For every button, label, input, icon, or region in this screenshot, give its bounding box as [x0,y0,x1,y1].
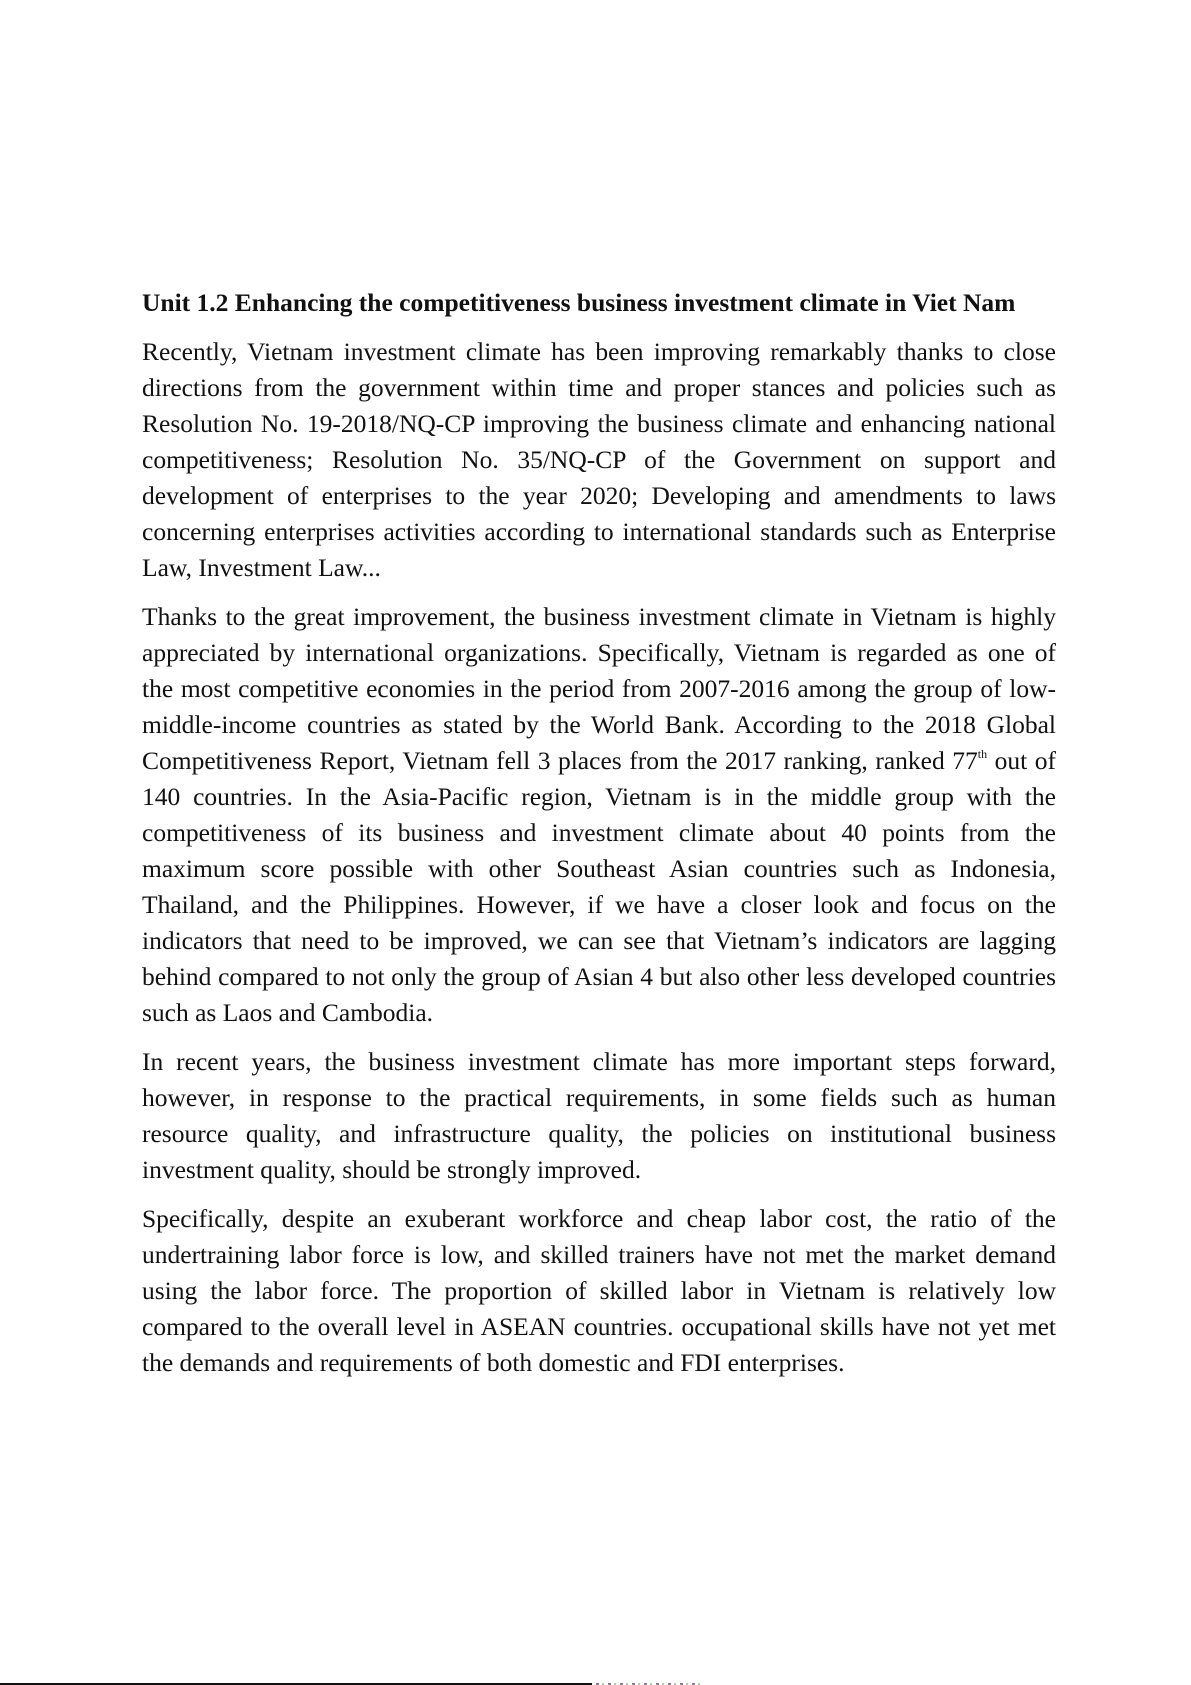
paragraph-labor-force: Specifically, despite an exuberant workforce and cheap labor cost, the ratio of the undertraining labor force is low, and skilled trainers have not met the market demand using the labor force. The proportion of skilled labor in Vietnam is relatively low compared to the overall level in ASEAN countries. occupational skills have not yet met the demands and requirements of both domestic and FDI enterprises. [142,1204,1056,1377]
ordinal-superscript: th [977,747,988,761]
paragraph-recent-years: In recent years, the business investment climate has more important steps forward, however, in response to the practical requirements, in some fields such as human resource quality, and infrastructure quality, the policies on institutional business investment quality, should be strongly improved. [142,1047,1056,1184]
paragraph-text-after-superscript: out of 140 countries. In the Asia-Pacific region, Vietnam is in the middle group with the competitiveness of its business and investment climate about 40 points from the maximum score possible with other Southeast Asian countries such as Indonesia, Thailand, and the Philippines. However, if we have a closer look and focus on the indicators that need to be improved, we can see that Vietnam’s indicators are lagging behind compared to not only the group of Asian 4 but also other less developed countries such as Laos and Cambodia. [142,746,1057,1027]
paragraph-text-before-superscript: Thanks to the great improvement, the business investment climate in Vietnam is highly appreciated by international organizations. Specifically, Vietnam is regarded as one of the most competitive economies in the period from 2007-2016 among the group of low-middle-income countries as stated by the World Bank. According to the 2018 Global Competitiveness Report, Vietnam fell 3 places from the 2017 ranking, ranked 77 [142,602,1056,775]
section-heading: Unit 1.2 Enhancing the competitiveness business investment climate in Viet Nam [142,288,1016,317]
paragraph-competitiveness-ranking [142,599,1056,1031]
paragraph-investment-climate-improvement: Recently, Vietnam investment climate has been improving remarkably thanks to close directions from the government within time and proper stances and policies such as Resolution No. 19-2018/NQ-CP improving the business climate and enhancing national competitiveness; Resolution No. 35/NQ-CP of the Government on support and development of enterprises to the year 2020; Developing and amendments to laws concerning enterprises activities according to international standards such as Enterprise Law, Investment Law... [142,337,1056,582]
document-page [142,285,1056,1394]
